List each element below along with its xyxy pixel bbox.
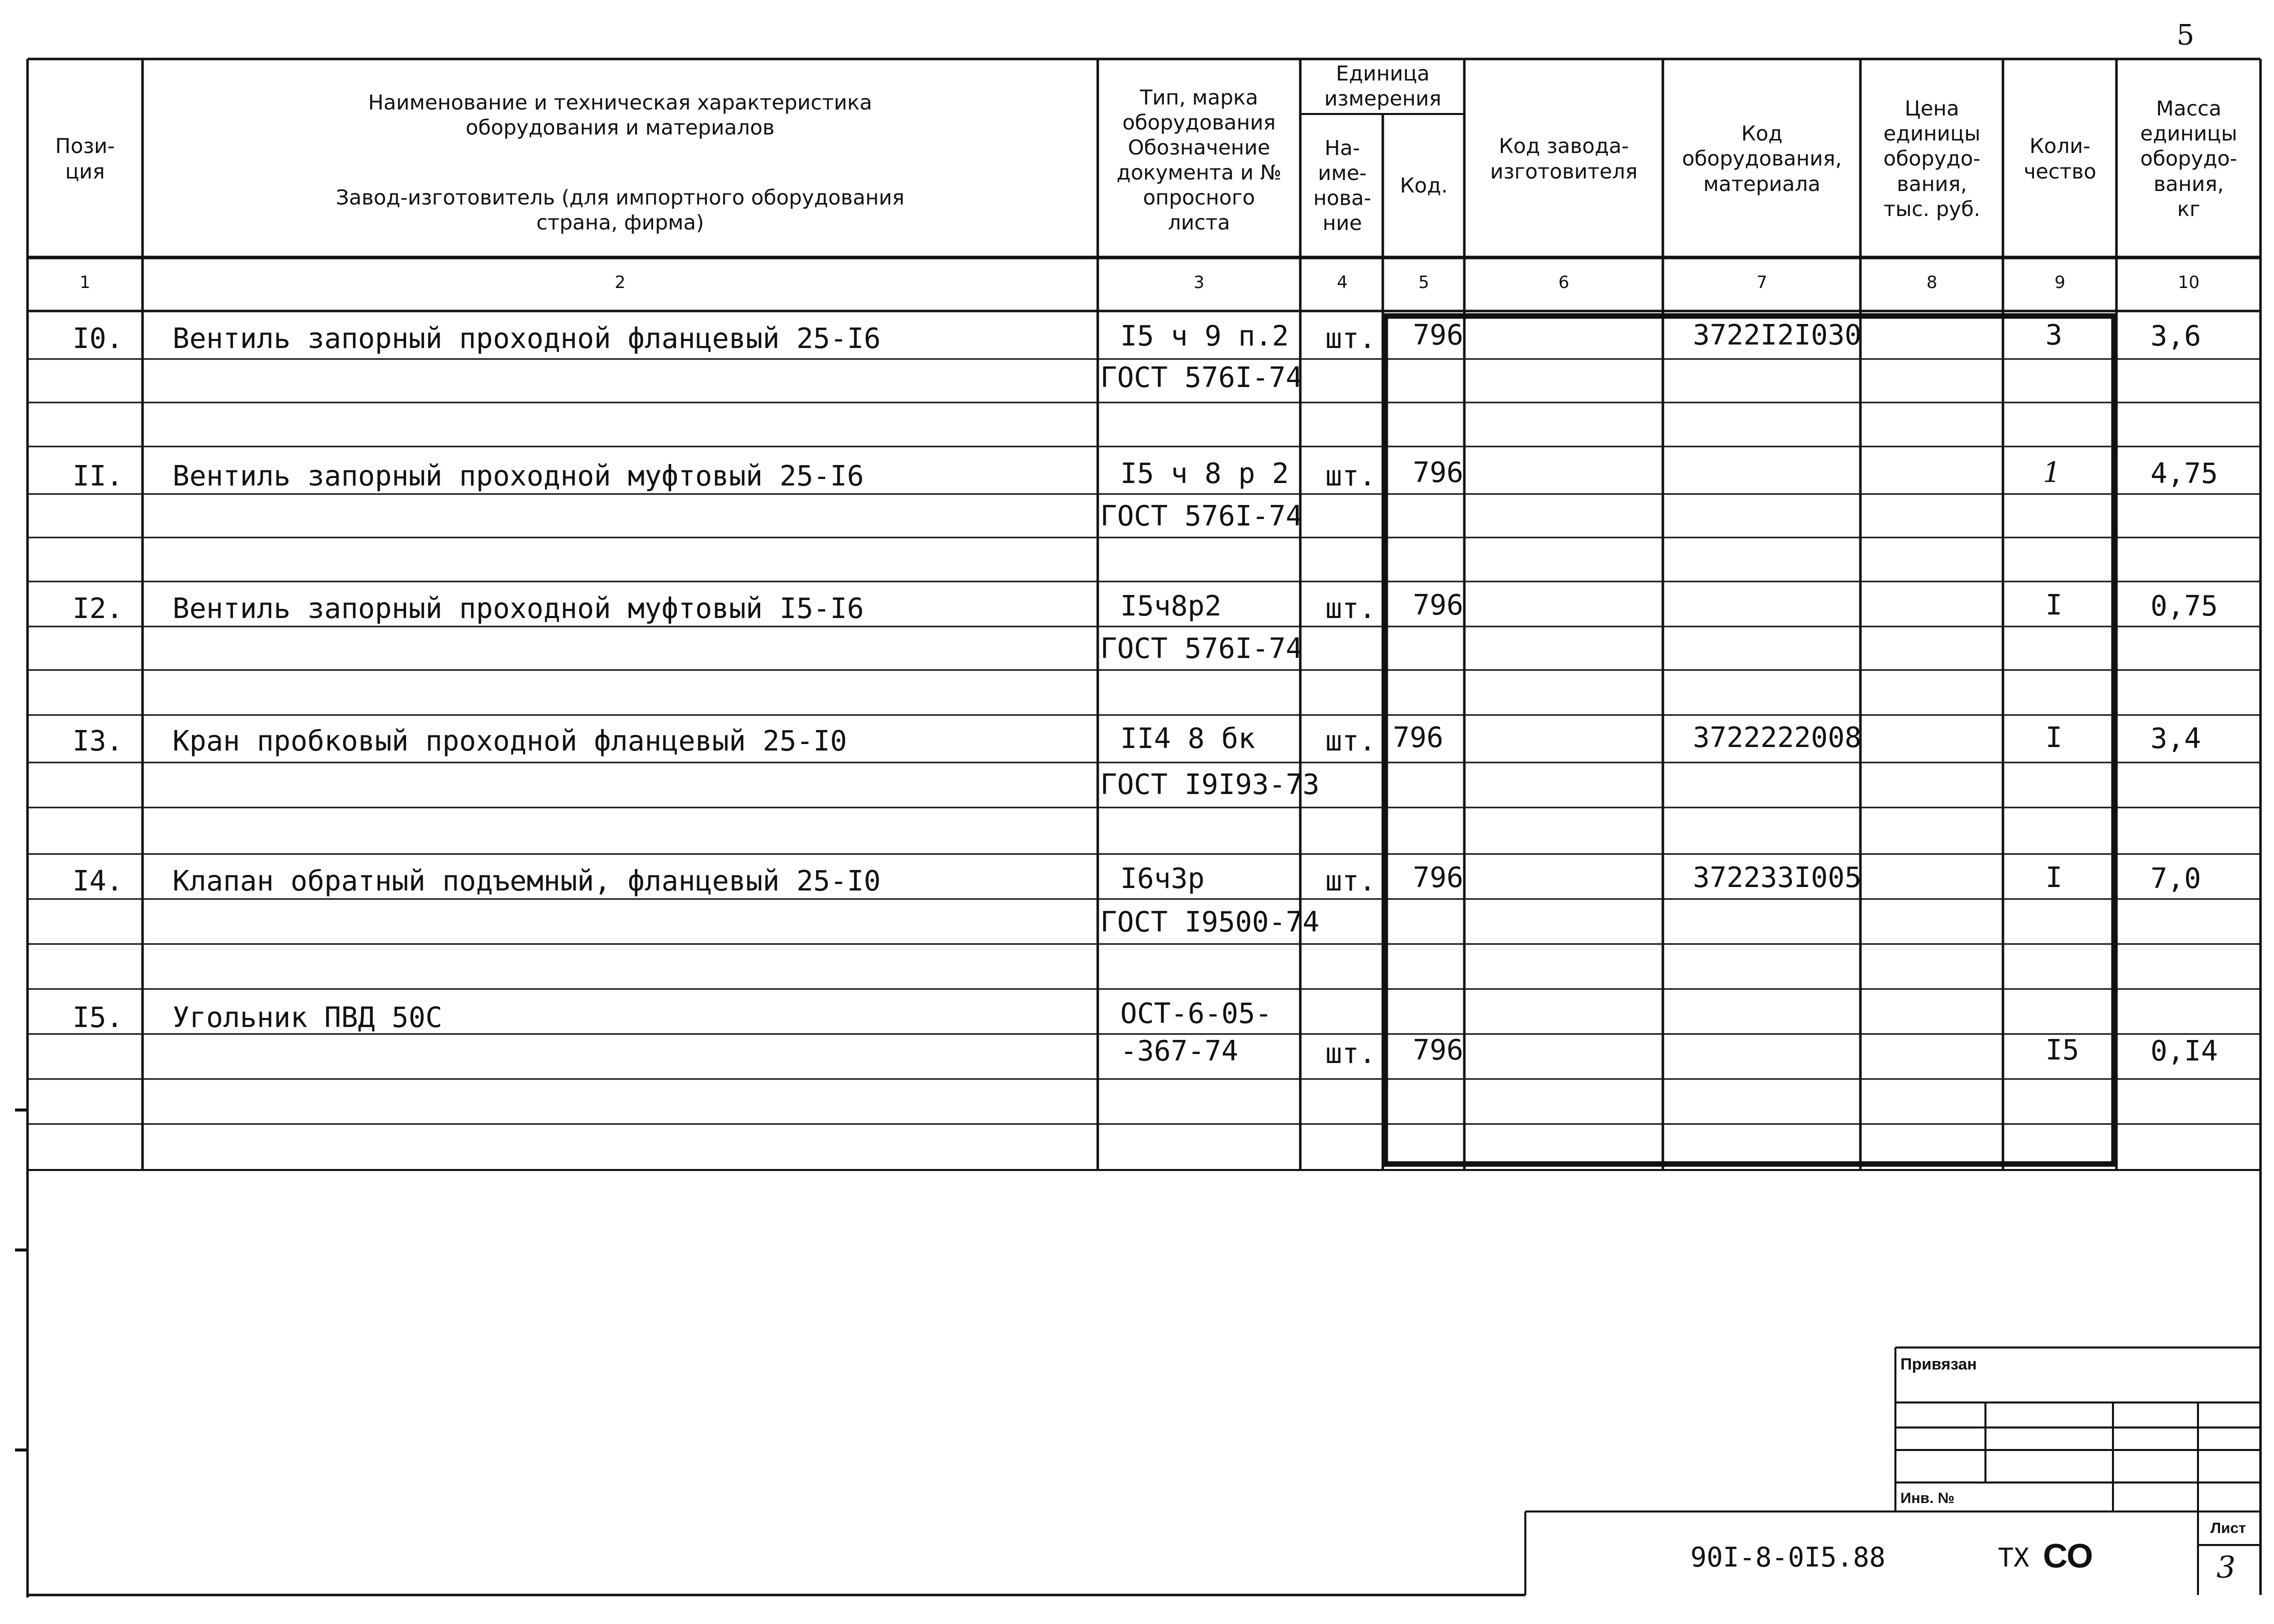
header-unit-name: На- име- нова- ние [1313,136,1371,236]
stamp-document-type: СО [2043,1537,2093,1575]
row-name: Вентиль запорный проходной муфтовый I5-I6 [173,592,864,625]
header-unit-code: Код. [1400,173,1448,198]
row-unit: шт. [1325,865,1376,898]
header-type-mark: Тип, марка оборудования Обозначение документа и № опросного листа [1116,85,1282,235]
header-unit-mass: Масса единицы оборудо- вания, кг [2140,96,2237,221]
row-material-code: 3722222008 [1693,722,1862,754]
row-standard: -367-74 [1120,1035,1239,1068]
stamp-document-type-prefix: ТХ [1998,1543,2029,1573]
row-unit: шт. [1325,322,1376,355]
header-factory-code: Код завода- изготовителя [1490,134,1638,184]
row-material-code: 3722I2I030 [1693,319,1862,352]
column-number: 10 [2177,272,2200,292]
header-name-line2: Завод-изготовитель (для импортного оборудования страна, фирма) [336,185,905,234]
stamp-sheet-label: Лист [2210,1520,2246,1536]
column-number: 9 [2054,272,2065,292]
row-name: Вентиль запорный проходной фланцевый 25-I6 [173,322,881,355]
row-standard: ГОСТ 576I-74 [1100,632,1303,665]
row-standard: ГОСТ I9500-74 [1100,906,1320,938]
row-quantity: I [2045,589,2062,622]
row-mass: 7,0 [2150,862,2201,895]
row-unit: шт. [1325,1038,1376,1070]
stamp-linked-label: Привязан [1900,1355,1977,1373]
stamp-document-code: 90I-8-0I5.88 [1690,1542,1886,1573]
header-unit-price: Цена единицы оборудо- вания, тыс. руб. [1883,96,1980,221]
row-mass: 0,75 [2150,590,2218,622]
row-type: II4 8 бк [1120,722,1255,755]
row-unit: шт. [1325,592,1376,625]
page-number: 5 [2176,19,2194,52]
stamp-sheet-number: 3 [2216,1550,2236,1585]
row-position: I3. [73,725,124,758]
column-number: 2 [615,272,626,292]
row-standard: ГОСТ I9I93-73 [1100,768,1320,801]
row-mass: 4,75 [2150,458,2218,490]
row-position: I4. [73,865,124,898]
row-type: I6ч3р [1120,862,1205,895]
row-type: I5 ч 9 п.2 [1120,320,1289,352]
column-number: 6 [1558,272,1569,292]
column-number: 5 [1418,272,1429,292]
column-number: 3 [1193,272,1205,292]
row-quantity: I5 [2045,1034,2079,1066]
row-position: I0. [73,322,124,355]
row-name: Вентиль запорный проходной муфтовый 25-I6 [173,460,864,492]
row-position: I5. [73,1002,124,1034]
row-name: Клапан обратный подъемный, фланцевый 25-I0 [173,865,881,898]
row-quantity: 1 [2043,456,2061,489]
column-number: 8 [1926,272,1937,292]
row-unit-code: 796 [1413,862,1464,894]
row-type: I5 ч 8 р 2 [1120,458,1289,490]
row-quantity: I [2045,722,2062,754]
row-position: I2. [73,592,124,625]
header-material-code: Код оборудования, материала [1682,122,1842,196]
column-number: 4 [1337,272,1348,292]
row-unit-code: 796 [1413,1034,1464,1066]
stamp-inventory-label: Инв. № [1900,1490,1955,1506]
row-unit-code: 796 [1413,319,1464,352]
row-unit-code: 796 [1413,456,1464,489]
header-position: Пози- ция [55,134,115,184]
row-type: I5ч8р2 [1120,590,1222,622]
header-unit-group: Единица измерения [1324,61,1441,110]
row-quantity: I [2045,862,2062,894]
row-mass: 3,6 [2150,320,2201,352]
header-quantity: Коли- чество [2023,134,2096,184]
row-mass: 3,4 [2150,722,2201,755]
column-number: 1 [80,272,91,292]
header-name-line1: Наименование и техническая характеристика оборудования и материалов [368,90,872,140]
row-position: II. [73,460,124,492]
row-quantity: 3 [2045,319,2062,352]
row-type: ОСТ-6-05- [1120,998,1272,1030]
row-name: Кран пробковый проходной фланцевый 25-I0 [173,725,847,758]
row-mass: 0,I4 [2150,1035,2218,1068]
row-unit-code: 796 [1413,589,1464,622]
row-standard: ГОСТ 576I-74 [1100,500,1303,532]
row-material-code: 372233I005 [1693,862,1862,894]
row-unit-code: 796 [1393,722,1444,754]
row-standard: ГОСТ 576I-74 [1100,362,1303,394]
column-number: 7 [1756,272,1767,292]
row-unit: шт. [1325,460,1376,492]
row-unit: шт. [1325,725,1376,758]
row-name: Угольник ПВД 50С [173,1002,443,1034]
